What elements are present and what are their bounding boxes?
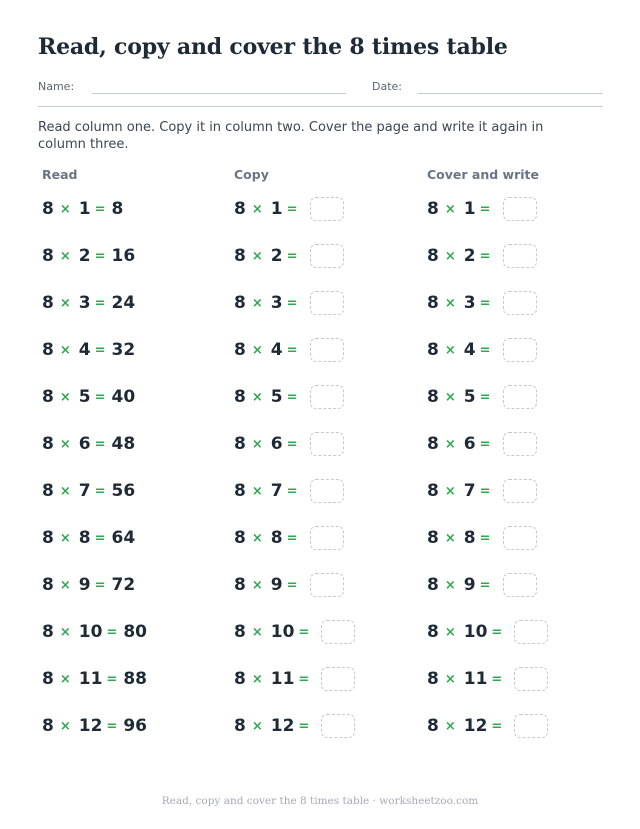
equals-sign: = bbox=[479, 436, 491, 452]
equals-sign: = bbox=[94, 389, 106, 405]
footer: Read, copy and cover the 8 times table · worksheetzoo.com bbox=[161, 795, 479, 807]
answer-box[interactable] bbox=[321, 667, 355, 691]
column-copy-row bbox=[234, 619, 355, 645]
answer-box[interactable] bbox=[310, 573, 344, 597]
multiplier: 3 bbox=[78, 293, 91, 313]
column-cover-row bbox=[427, 196, 537, 222]
multiplicand: 8 bbox=[42, 669, 54, 689]
instructions: Read column one. Copy it in column two. Cover the page and write it again in column three. bbox=[38, 120, 544, 152]
column-cover-row bbox=[427, 525, 537, 551]
equals-sign: = bbox=[94, 248, 106, 264]
equals-sign: = bbox=[94, 483, 106, 499]
times-sign: × bbox=[251, 483, 263, 499]
multiplicand: 8 bbox=[42, 716, 54, 736]
product: 48 bbox=[111, 434, 136, 454]
column-copy-row bbox=[234, 431, 344, 457]
column-copy-row bbox=[234, 196, 344, 222]
times-sign: × bbox=[59, 295, 71, 311]
times-sign: × bbox=[251, 342, 263, 358]
times-sign: × bbox=[59, 671, 71, 687]
product: 96 bbox=[123, 716, 147, 736]
column-copy-header: Copy bbox=[234, 167, 269, 182]
times-sign: × bbox=[59, 483, 71, 499]
times-sign: × bbox=[444, 718, 456, 734]
multiplier: 11 bbox=[463, 669, 488, 689]
answer-box[interactable] bbox=[503, 573, 537, 597]
times-sign: × bbox=[444, 201, 456, 217]
multiplicand: 8 bbox=[42, 622, 54, 642]
product: 32 bbox=[111, 340, 136, 360]
times-sign: × bbox=[444, 577, 456, 593]
column-cover-row bbox=[427, 384, 537, 410]
times-sign: × bbox=[444, 436, 456, 452]
answer-box[interactable] bbox=[514, 667, 548, 691]
answer-box[interactable] bbox=[310, 432, 344, 456]
multiplicand: 8 bbox=[427, 669, 439, 689]
equals-sign: = bbox=[94, 436, 106, 452]
times-sign: × bbox=[59, 248, 71, 264]
times-sign: × bbox=[444, 624, 456, 640]
multiplier: 4 bbox=[463, 340, 476, 360]
multiplier: 1 bbox=[78, 199, 91, 219]
answer-box[interactable] bbox=[310, 291, 344, 315]
times-sign: × bbox=[444, 295, 456, 311]
times-sign: × bbox=[59, 389, 71, 405]
name-field[interactable] bbox=[92, 93, 346, 94]
multiplicand: 8 bbox=[427, 246, 439, 266]
column-copy-row bbox=[234, 666, 355, 692]
multiplicand: 8 bbox=[427, 575, 439, 595]
header-fields bbox=[38, 80, 603, 96]
answer-box[interactable] bbox=[503, 291, 537, 315]
column-read-row bbox=[42, 525, 135, 551]
product: 56 bbox=[111, 481, 136, 501]
equals-sign: = bbox=[479, 530, 491, 546]
column-copy-row bbox=[234, 478, 344, 504]
product: 8 bbox=[111, 199, 124, 219]
multiplier: 3 bbox=[270, 293, 283, 313]
column-read-row bbox=[42, 337, 135, 363]
header-divider bbox=[38, 106, 603, 107]
multiplier: 6 bbox=[270, 434, 283, 454]
equals-sign: = bbox=[286, 342, 298, 358]
multiplicand: 8 bbox=[234, 528, 246, 548]
times-sign: × bbox=[251, 671, 263, 687]
answer-box[interactable] bbox=[310, 197, 344, 221]
multiplicand: 8 bbox=[234, 481, 246, 501]
equals-sign: = bbox=[479, 389, 491, 405]
answer-box[interactable] bbox=[503, 432, 537, 456]
equals-sign: = bbox=[286, 577, 298, 593]
equals-sign: = bbox=[106, 671, 118, 687]
equals-sign: = bbox=[491, 671, 503, 687]
multiplicand: 8 bbox=[234, 622, 246, 642]
answer-box[interactable] bbox=[514, 620, 548, 644]
multiplicand: 8 bbox=[42, 575, 54, 595]
multiplicand: 8 bbox=[427, 434, 439, 454]
column-copy-row bbox=[234, 243, 344, 269]
times-sign: × bbox=[59, 342, 71, 358]
times-sign: × bbox=[251, 248, 263, 264]
date-label: Date: bbox=[372, 80, 402, 93]
equals-sign: = bbox=[286, 483, 298, 499]
times-sign: × bbox=[251, 295, 263, 311]
column-cover-row bbox=[427, 619, 548, 645]
column-read-row bbox=[42, 431, 135, 457]
multiplicand: 8 bbox=[234, 340, 246, 360]
times-sign: × bbox=[444, 530, 456, 546]
column-read-row bbox=[42, 666, 147, 692]
product: 72 bbox=[111, 575, 136, 595]
multiplier: 5 bbox=[270, 387, 283, 407]
product: 24 bbox=[111, 293, 136, 313]
multiplicand: 8 bbox=[427, 387, 439, 407]
column-read-row bbox=[42, 196, 123, 222]
column-read-row bbox=[42, 384, 135, 410]
times-sign: × bbox=[444, 483, 456, 499]
times-sign: × bbox=[59, 201, 71, 217]
equals-sign: = bbox=[298, 624, 310, 640]
column-read-row bbox=[42, 478, 135, 504]
column-cover-row bbox=[427, 337, 537, 363]
equals-sign: = bbox=[286, 530, 298, 546]
multiplicand: 8 bbox=[427, 340, 439, 360]
equals-sign: = bbox=[298, 718, 310, 734]
times-sign: × bbox=[444, 342, 456, 358]
equals-sign: = bbox=[94, 530, 106, 546]
multiplier: 2 bbox=[463, 246, 476, 266]
multiplier: 3 bbox=[463, 293, 476, 313]
product: 64 bbox=[111, 528, 136, 548]
equals-sign: = bbox=[479, 483, 491, 499]
name-label: Name: bbox=[38, 80, 75, 93]
times-sign: × bbox=[251, 436, 263, 452]
equals-sign: = bbox=[286, 436, 298, 452]
multiplicand: 8 bbox=[427, 716, 439, 736]
multiplicand: 8 bbox=[427, 622, 439, 642]
multiplier: 7 bbox=[463, 481, 476, 501]
multiplier: 8 bbox=[463, 528, 476, 548]
column-cover-header: Cover and write bbox=[427, 167, 539, 182]
answer-box[interactable] bbox=[310, 244, 344, 268]
times-sign: × bbox=[59, 577, 71, 593]
multiplicand: 8 bbox=[234, 387, 246, 407]
multiplicand: 8 bbox=[234, 669, 246, 689]
multiplicand: 8 bbox=[42, 199, 54, 219]
times-sign: × bbox=[251, 201, 263, 217]
answer-box[interactable] bbox=[310, 526, 344, 550]
column-copy-row bbox=[234, 525, 344, 551]
multiplier: 12 bbox=[270, 716, 295, 736]
multiplicand: 8 bbox=[427, 481, 439, 501]
product: 16 bbox=[111, 246, 136, 266]
multiplier: 10 bbox=[270, 622, 295, 642]
equals-sign: = bbox=[491, 718, 503, 734]
column-cover-row bbox=[427, 243, 537, 269]
column-copy-row bbox=[234, 713, 355, 739]
equals-sign: = bbox=[479, 342, 491, 358]
answer-box[interactable] bbox=[514, 714, 548, 738]
column-read-row bbox=[42, 243, 135, 269]
times-sign: × bbox=[444, 389, 456, 405]
multiplier: 12 bbox=[78, 716, 103, 736]
date-field[interactable] bbox=[418, 93, 603, 94]
answer-box[interactable] bbox=[503, 338, 537, 362]
multiplicand: 8 bbox=[427, 199, 439, 219]
equals-sign: = bbox=[286, 201, 298, 217]
equals-sign: = bbox=[298, 671, 310, 687]
multiplicand: 8 bbox=[427, 293, 439, 313]
column-read-header: Read bbox=[42, 167, 78, 182]
answer-box[interactable] bbox=[310, 479, 344, 503]
answer-box[interactable] bbox=[503, 197, 537, 221]
answer-box[interactable] bbox=[321, 620, 355, 644]
multiplicand: 8 bbox=[234, 293, 246, 313]
answer-box[interactable] bbox=[503, 526, 537, 550]
times-sign: × bbox=[251, 389, 263, 405]
times-sign: × bbox=[251, 718, 263, 734]
multiplier: 7 bbox=[270, 481, 283, 501]
multiplier: 1 bbox=[463, 199, 476, 219]
multiplicand: 8 bbox=[42, 387, 54, 407]
multiplicand: 8 bbox=[42, 481, 54, 501]
multiplicand: 8 bbox=[234, 575, 246, 595]
multiplicand: 8 bbox=[234, 434, 246, 454]
equals-sign: = bbox=[94, 577, 106, 593]
column-cover-row bbox=[427, 431, 537, 457]
equals-sign: = bbox=[106, 718, 118, 734]
column-cover-row bbox=[427, 666, 548, 692]
multiplier: 5 bbox=[463, 387, 476, 407]
column-read-row bbox=[42, 572, 135, 598]
times-sign: × bbox=[251, 530, 263, 546]
multiplier: 12 bbox=[463, 716, 488, 736]
equals-sign: = bbox=[286, 389, 298, 405]
multiplier: 2 bbox=[78, 246, 91, 266]
multiplicand: 8 bbox=[42, 434, 54, 454]
times-sign: × bbox=[59, 718, 71, 734]
column-copy-row bbox=[234, 384, 344, 410]
column-cover-row bbox=[427, 572, 537, 598]
multiplier: 11 bbox=[78, 669, 103, 689]
multiplier: 10 bbox=[78, 622, 103, 642]
multiplier: 5 bbox=[78, 387, 91, 407]
times-sign: × bbox=[444, 248, 456, 264]
multiplier: 2 bbox=[270, 246, 283, 266]
answer-box[interactable] bbox=[321, 714, 355, 738]
column-cover-row bbox=[427, 290, 537, 316]
equals-sign: = bbox=[479, 248, 491, 264]
answer-box[interactable] bbox=[310, 385, 344, 409]
column-read-row bbox=[42, 619, 147, 645]
multiplicand: 8 bbox=[234, 246, 246, 266]
multiplier: 1 bbox=[270, 199, 283, 219]
multiplier: 9 bbox=[463, 575, 476, 595]
column-cover-row bbox=[427, 713, 548, 739]
times-sign: × bbox=[251, 624, 263, 640]
equals-sign: = bbox=[94, 201, 106, 217]
multiplier: 4 bbox=[270, 340, 283, 360]
page-title: Read, copy and cover the 8 times table bbox=[38, 34, 508, 60]
equals-sign: = bbox=[479, 577, 491, 593]
times-sign: × bbox=[444, 671, 456, 687]
answer-box[interactable] bbox=[310, 338, 344, 362]
equals-sign: = bbox=[286, 295, 298, 311]
product: 88 bbox=[123, 669, 147, 689]
equals-sign: = bbox=[491, 624, 503, 640]
column-cover-row bbox=[427, 478, 537, 504]
multiplier: 4 bbox=[78, 340, 91, 360]
answer-box[interactable] bbox=[503, 479, 537, 503]
multiplier: 11 bbox=[270, 669, 295, 689]
column-copy-row bbox=[234, 290, 344, 316]
answer-box[interactable] bbox=[503, 244, 537, 268]
times-sign: × bbox=[59, 530, 71, 546]
multiplier: 10 bbox=[463, 622, 488, 642]
answer-box[interactable] bbox=[503, 385, 537, 409]
multiplicand: 8 bbox=[427, 528, 439, 548]
column-read-row bbox=[42, 713, 147, 739]
multiplicand: 8 bbox=[234, 199, 246, 219]
multiplicand: 8 bbox=[42, 293, 54, 313]
multiplier: 7 bbox=[78, 481, 91, 501]
multiplier: 6 bbox=[78, 434, 91, 454]
product: 80 bbox=[123, 622, 147, 642]
equals-sign: = bbox=[94, 342, 106, 358]
multiplicand: 8 bbox=[234, 716, 246, 736]
multiplicand: 8 bbox=[42, 340, 54, 360]
column-copy-row bbox=[234, 572, 344, 598]
equals-sign: = bbox=[479, 201, 491, 217]
equals-sign: = bbox=[106, 624, 118, 640]
multiplier: 9 bbox=[270, 575, 283, 595]
multiplicand: 8 bbox=[42, 528, 54, 548]
product: 40 bbox=[111, 387, 136, 407]
equals-sign: = bbox=[479, 295, 491, 311]
equals-sign: = bbox=[94, 295, 106, 311]
multiplier: 8 bbox=[78, 528, 91, 548]
column-copy-row bbox=[234, 337, 344, 363]
equals-sign: = bbox=[286, 248, 298, 264]
column-read-row bbox=[42, 290, 135, 316]
times-sign: × bbox=[59, 624, 71, 640]
multiplier: 8 bbox=[270, 528, 283, 548]
times-sign: × bbox=[251, 577, 263, 593]
multiplier: 6 bbox=[463, 434, 476, 454]
times-sign: × bbox=[59, 436, 71, 452]
multiplier: 9 bbox=[78, 575, 91, 595]
multiplicand: 8 bbox=[42, 246, 54, 266]
